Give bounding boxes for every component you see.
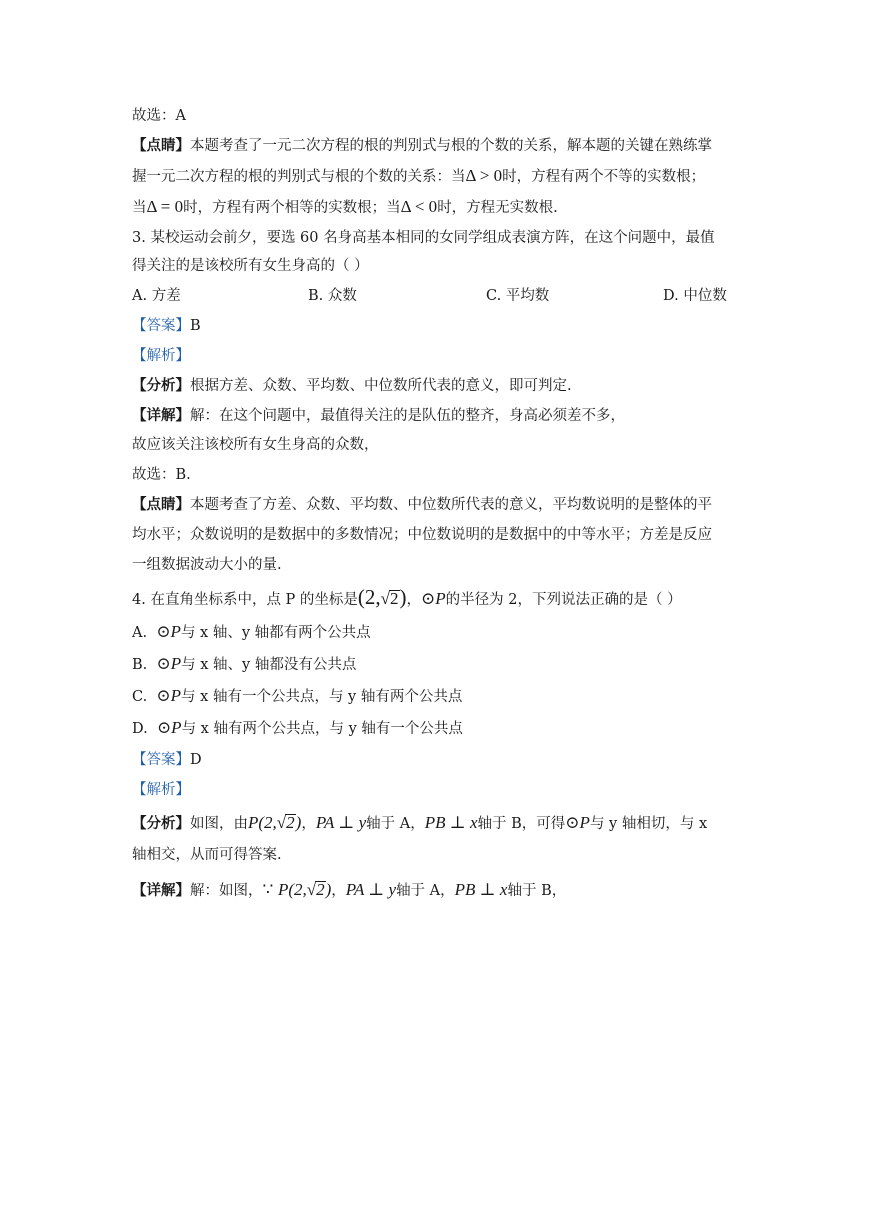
q4-option-a: A. ⊙P与 x 轴、y 轴都有两个公共点 [132,622,371,641]
q4-option-b: B. ⊙P与 x 轴、y 轴都没有公共点 [132,654,357,673]
q3-detail-line3: 故选：B. [132,467,191,483]
coordinate: (2,√2) [357,585,407,609]
q3-comment-line3: 一组数据波动大小的量. [132,557,282,573]
q4-option-d: D. ⊙P与 x 轴有两个公共点，与 y 轴有一个公共点 [132,718,463,737]
q3-comment-line1: 【点睛】本题考查了方差、众数、平均数、中位数所代表的意义，平均数说明的是整体的平 [132,496,712,513]
q2-comment-line1: 【点睛】本题考查了一元二次方程的根的判别式与根的个数的关系，解本题的关键在熟练掌 [132,137,712,154]
q3-fenxi: 【分析】根据方差、众数、平均数、中位数所代表的意义，即可判定. [132,377,572,394]
because-symbol: ∵ [262,880,274,899]
q2-comment-line3: 当Δ = 0时，方程有两个相等的实数根；当Δ < 0时，方程无实数根. [132,197,558,216]
q3-analysis-heading: 【解析】 [132,348,190,364]
pb-perp-x: PB ⊥ x [424,813,478,832]
q3-option-b: B. 众数 [308,288,357,304]
q3-option-a: A. 方差 [132,288,181,304]
q4-fenxi-line2: 轴相交，从而可得答案. [132,847,282,863]
sqrt-radicand: 2 [390,589,399,608]
pb-perp-x: PB ⊥ x [454,880,508,899]
circle-p: ⊙P [156,686,182,705]
circle-p: ⊙P [156,622,181,641]
q3-stem-line1: 3. 某校运动会前夕，要选 60 名身高基本相同的女同学组成表演方阵，在这个问题中，最值 [132,230,715,246]
q4-stem: 4. 在直角坐标系中，点 P 的坐标是(2,√2)，⊙P的半径为 2，下列说法正确的是（ ） [132,585,682,609]
q3-option-c: C. 平均数 [486,288,550,304]
q4-answer: 【答案】D [132,752,202,768]
q4-analysis-heading: 【解析】 [132,782,190,798]
q3-detail-line2: 故应该关注该校所有女生身高的众数， [132,437,379,453]
q3-detail-line1: 【详解】解：在这个问题中，最值得关注的是队伍的整齐，身高必须差不多， [132,407,625,424]
delta-lt-zero: Δ < 0 [400,197,438,216]
pa-perp-y: PA ⊥ y [315,813,367,832]
pa-perp-y: PA ⊥ y [345,880,397,899]
q3-option-d: D. 中位数 [663,288,727,304]
q4-option-c: C. ⊙P与 x 轴有一个公共点，与 y 轴有两个公共点 [132,686,463,705]
circle-p: ⊙P [156,718,182,737]
circle-p: ⊙P [156,654,182,673]
q3-stem-line2: 得关注的是该校所有女生身高的（ ） [132,258,369,274]
q3-answer: 【答案】B [132,318,201,334]
point-p: P(2,√2) [248,813,302,832]
circle-p: ⊙P [565,813,590,832]
q3-comment-line2: 均水平；众数说明的是数据中的多数情况；中位数说明的是数据中的中等水平；方差是反应 [132,527,712,543]
delta-eq-zero: Δ = 0 [146,197,184,216]
q2-choice: 故选：A [132,108,186,124]
circle-p: ⊙P [421,589,446,608]
sqrt-sign: √ [380,589,391,608]
q4-fenxi-line1: 【分析】如图，由P(2,√2)，PA ⊥ y轴于 A，PB ⊥ x轴于 B，可得⊙P与 y 轴相切，与 x [132,813,708,832]
q2-comment-line2: 握一元二次方程的根的判别式与根的个数的关系：当Δ > 0时，方程有两个不等的实数根； [132,166,706,185]
point-p: P(2,√2) [277,880,332,899]
q4-detail-line1: 【详解】解：如图，∵ P(2,√2)，PA ⊥ y轴于 A，PB ⊥ x轴于 B， [132,880,567,899]
delta-gt-zero: Δ > 0 [465,166,503,185]
